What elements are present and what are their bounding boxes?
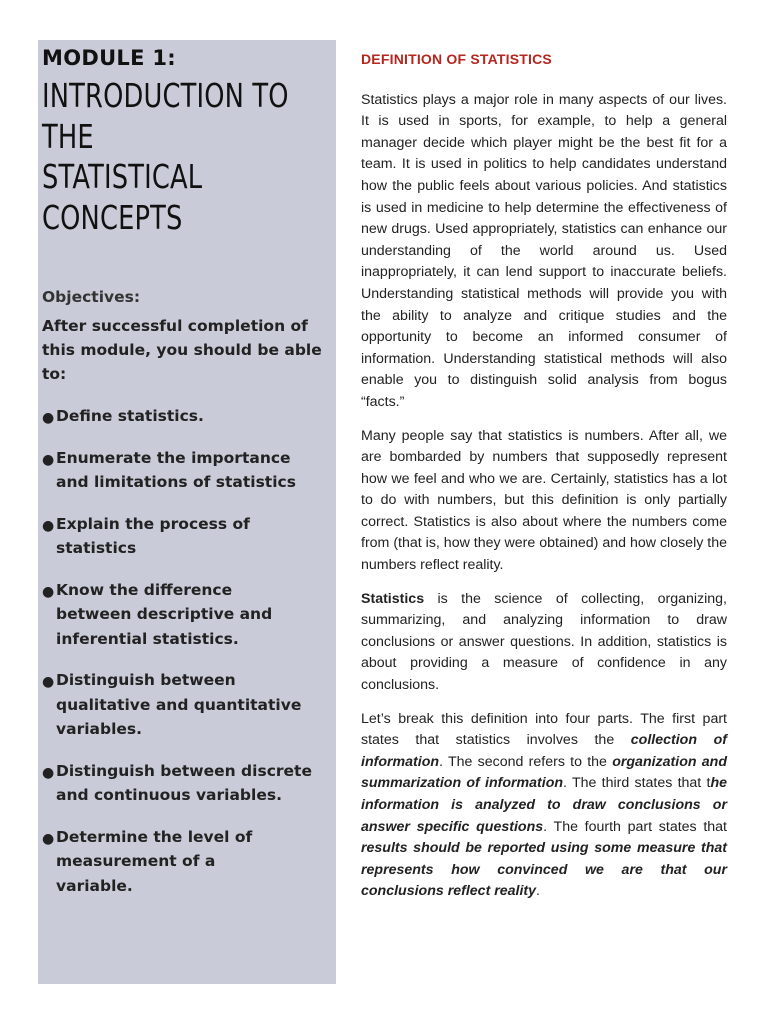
bullet-icon: ● bbox=[42, 583, 55, 600]
module-sidebar bbox=[38, 40, 336, 984]
bullet-icon: ● bbox=[42, 410, 55, 426]
objective-item: ● Know the difference between descriptive and inferential statistics. bbox=[42, 578, 332, 652]
objective-item: ● Enumerate the importance and limitations of statistics bbox=[42, 446, 332, 495]
bullet-icon: ● bbox=[42, 830, 55, 847]
paragraph: Let’s break this definition into four parts. The first part states that statistics involves the collection of information. The second refers to the organization and summarization of information. The third states that the information is analyzed to draw conclusions or answer specific questions. The fourth part states that results should be reported using some measure that represents how convinced we are that our conclusions reflect reality. bbox=[361, 710, 728, 900]
objective-item: ● Determine the level of measurement of a variable. bbox=[42, 825, 332, 899]
emphasis: organization and summarization of information bbox=[361, 753, 728, 792]
module-title-line: STATISTICAL bbox=[42, 157, 203, 196]
paragraph: Many people say that statistics is numbers. After all, we are bombarded by numbers that supposedly represent how we feel and who we are. Certainly, statistics has a lot to do with numbers, but this definition is only partially correct. Statistics is also about where the numbers come from (that is, how they were obtained) and how closely the numbers reflect reality. bbox=[361, 427, 727, 574]
main-content bbox=[361, 49, 727, 915]
paragraph: Statistics plays a major role in many aspects of our lives. It is used in sports, for example, to help a general manager decide which player might be the best fit for a team. It is used in politics to help candidates understand how the public feels about various policies. And statistics is used in medicine to help determine the effectiveness of new drugs. Used appropriately, statistics can enhance our understanding of the world around us. Used inappropriately, it can lend support to inaccurate beliefs. Understanding statistical methods will provide you with the ability to analyze and critique studies and the opportunity to become an informed consumer of information. Understanding statistical methods will also enable you to distinguish solid analysis from bogus “facts.” bbox=[361, 91, 727, 410]
paragraph: Statistics is the science of collecting, organizing, summarizing, and analyzing information to draw conclusions or answer questions. In addition, statistics is about providing a measure of confidence in any conclusions. bbox=[361, 590, 727, 694]
bullet-icon: ● bbox=[42, 451, 55, 468]
emphasis: collection of information bbox=[361, 732, 727, 770]
bullet-icon: ● bbox=[42, 674, 55, 690]
objective-item: ● Explain the process of statistics bbox=[42, 512, 332, 561]
objectives-intro: After successful completion of this module, you should be able to: bbox=[42, 317, 322, 383]
objective-item: ● Define statistics. bbox=[42, 404, 332, 429]
module-title-line: INTRODUCTION TO THE bbox=[42, 76, 289, 156]
emphasis: he information is analyzed to draw conclusions or answer specific questions bbox=[361, 775, 727, 835]
module-label: MODULE 1: bbox=[42, 46, 176, 70]
module-title bbox=[42, 76, 331, 238]
section-heading: DEFINITION OF STATISTICS bbox=[361, 51, 552, 67]
objectives-heading: Objectives: bbox=[42, 288, 141, 306]
term-statistics: Statistics bbox=[361, 590, 425, 607]
objective-item: ● Distinguish between qualitative and quantitative variables. bbox=[42, 668, 332, 742]
emphasis: results should be reported using some measure that represents how convinced we are that our conclusions reflect reality bbox=[361, 840, 727, 900]
objectives-list bbox=[42, 404, 332, 898]
module-title-line: CONCEPTS bbox=[42, 197, 183, 237]
bullet-icon: ● bbox=[42, 764, 55, 781]
bullet-icon: ● bbox=[42, 517, 55, 534]
objective-item: ● Distinguish between discrete and continuous variables. bbox=[42, 759, 332, 808]
